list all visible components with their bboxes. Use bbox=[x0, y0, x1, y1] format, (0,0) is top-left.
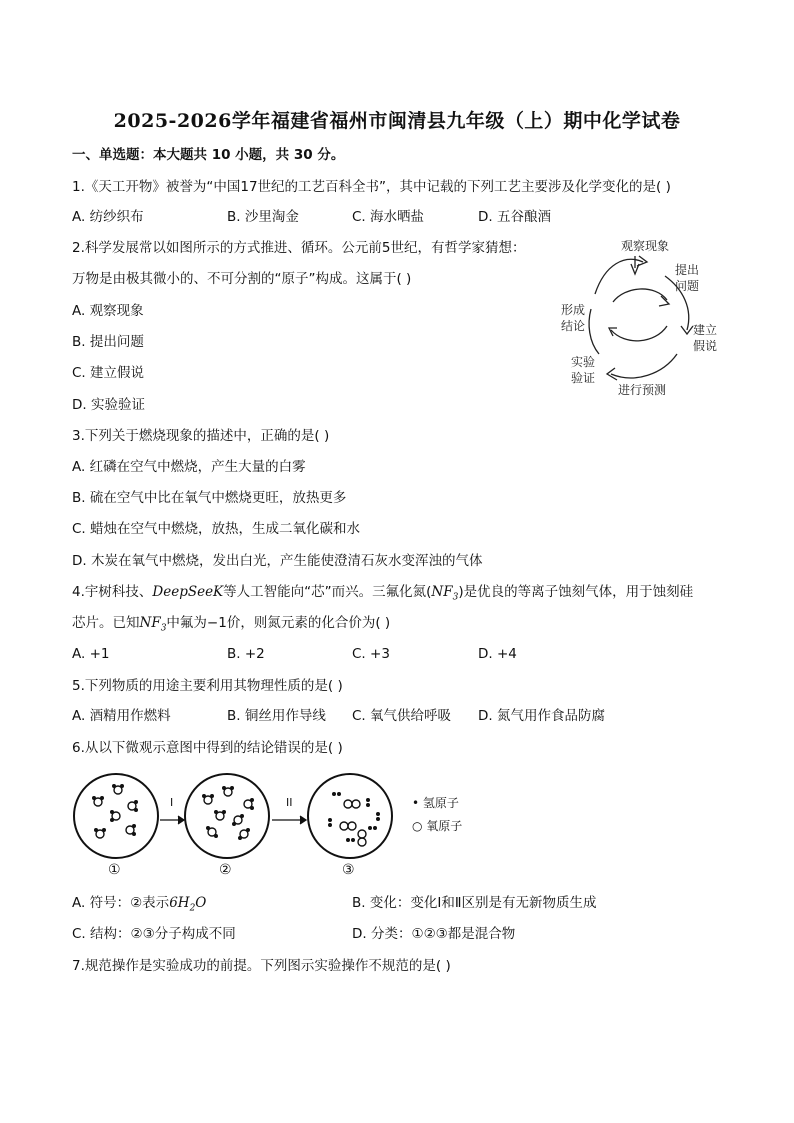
diagram-label-hypothesis-1: 建立 bbox=[693, 323, 718, 337]
diagram-label-question-1: 提出 bbox=[675, 263, 700, 277]
q6-option-a-text: A. 符号：②表示 bbox=[72, 895, 170, 911]
diagram-label-observe: 观察现象 bbox=[621, 239, 670, 253]
arrow-label-1: I bbox=[170, 796, 174, 809]
q1-option-a[interactable]: A. 纺纱织布 bbox=[72, 209, 144, 225]
q4-option-b[interactable]: B. +2 bbox=[227, 646, 265, 662]
q3-option-d[interactable]: D. 木炭在氧气中燃烧，发出白光，产生能使澄清石灰水变浑浊的气体 bbox=[72, 553, 483, 569]
q4-text-part: 4.宇树科技、 bbox=[72, 584, 153, 600]
q2-stem-line2: 万物是由极其微小的、不可分割的“原子”构成。这属于( ) bbox=[72, 271, 412, 287]
section-heading: 一、单选题：本大题共 10 小题，共 30 分。 bbox=[72, 147, 345, 163]
q3-option-a[interactable]: A. 红磷在空气中燃烧，产生大量的白雾 bbox=[72, 459, 306, 475]
q4-stem-line2 bbox=[72, 614, 390, 638]
q2-stem-line1: 2.科学发展常以如图所示的方式推进、循环。公元前5世纪，有哲学家猜想： bbox=[72, 240, 526, 256]
q2-option-d[interactable]: D. 实验验证 bbox=[72, 397, 145, 413]
q4-text-part: 中氟为−1价，则氮元素的化合价为( ) bbox=[166, 615, 391, 631]
q6-option-c[interactable]: C. 结构：②③分子构成不同 bbox=[72, 926, 236, 942]
q7-stem: 7.规范操作是实验成功的前提。下列图示实验操作不规范的是( ) bbox=[72, 958, 451, 974]
q3-stem: 3.下列关于燃烧现象的描述中，正确的是( ) bbox=[72, 428, 330, 444]
q1-option-b[interactable]: B. 沙里淘金 bbox=[227, 209, 299, 225]
science-cycle-diagram bbox=[555, 234, 725, 404]
q4-text-part: 等人工智能向“芯”而兴。三氟化氮( bbox=[223, 584, 432, 600]
q5-option-d[interactable]: D. 氮气用作食品防腐 bbox=[478, 708, 605, 724]
q4-nf3-formula: $NF_3$ bbox=[139, 615, 167, 634]
q1-option-c[interactable]: C. 海水晒盐 bbox=[352, 209, 425, 225]
diagram-label-experiment-1: 实验 bbox=[571, 355, 596, 369]
q6-stem: 6.从以下微观示意图中得到的结论错误的是( ) bbox=[72, 740, 343, 756]
q6-option-b[interactable]: B. 变化：变化Ⅰ和Ⅱ区别是有无新物质生成 bbox=[352, 895, 597, 911]
page-title: 2025-2026学年福建省福州市闽清县九年级（上）期中化学试卷 bbox=[113, 110, 681, 132]
q2-option-a[interactable]: A. 观察现象 bbox=[72, 303, 144, 319]
legend-hydrogen: • 氢原子 bbox=[412, 796, 459, 810]
diagram-label-predict: 进行预测 bbox=[618, 383, 667, 397]
q2-option-b[interactable]: B. 提出问题 bbox=[72, 334, 144, 350]
diagram-label-experiment-2: 验证 bbox=[571, 371, 596, 385]
q4-nf3-formula: $NF_3$ bbox=[431, 584, 459, 603]
q1-option-d[interactable]: D. 五谷酿酒 bbox=[478, 209, 551, 225]
q5-stem: 5.下列物质的用途主要利用其物理性质的是( ) bbox=[72, 678, 343, 694]
q4-option-a[interactable]: A. +1 bbox=[72, 646, 110, 662]
q4-text-part: )是优良的等离子蚀刻气体，用于蚀刻硅 bbox=[458, 584, 694, 600]
q4-deepseek-math: DeepSeeK bbox=[152, 584, 224, 600]
q3-option-c[interactable]: C. 蜡烛在空气中燃烧，放热，生成二氧化碳和水 bbox=[72, 521, 361, 537]
q4-option-d[interactable]: D. +4 bbox=[478, 646, 517, 662]
diagram-circle-3 bbox=[308, 774, 392, 858]
q4-stem-line1 bbox=[72, 583, 693, 607]
diagram-label-hypothesis-2: 假说 bbox=[693, 339, 718, 353]
q6-option-d[interactable]: D. 分类：①②③都是混合物 bbox=[352, 926, 516, 942]
diagram-label-question-2: 问题 bbox=[675, 279, 700, 293]
q4-text-part: 芯片。已知 bbox=[72, 615, 140, 631]
legend-oxygen: ○ 氧原子 bbox=[412, 819, 463, 833]
q3-option-b[interactable]: B. 硫在空气中比在氧气中燃烧更旺，放热更多 bbox=[72, 490, 347, 506]
q1-stem: 1.《天工开物》被誉为“中国17世纪的工艺百科全书”，其中记载的下列工艺主要涉及化学变化的是( ) bbox=[72, 179, 671, 195]
q6-water-formula: $6H_2O$ bbox=[169, 895, 207, 914]
diagram-circle-2 bbox=[185, 774, 269, 858]
circle-label-1: ① bbox=[108, 862, 121, 878]
circle-label-3: ③ bbox=[342, 862, 355, 878]
q2-option-c[interactable]: C. 建立假说 bbox=[72, 365, 145, 381]
q6-option-a[interactable] bbox=[72, 894, 206, 918]
diagram-label-conclusion-2: 结论 bbox=[561, 319, 586, 333]
arrow-label-2: II bbox=[286, 796, 293, 809]
circle-label-2: ② bbox=[219, 862, 232, 878]
q6-micro-diagram bbox=[72, 770, 492, 880]
q5-option-c[interactable]: C. 氧气供给呼吸 bbox=[352, 708, 452, 724]
q5-option-b[interactable]: B. 铜丝用作导线 bbox=[227, 708, 326, 724]
q4-option-c[interactable]: C. +3 bbox=[352, 646, 390, 662]
diagram-label-conclusion-1: 形成 bbox=[561, 303, 586, 317]
q5-option-a[interactable]: A. 酒精用作燃料 bbox=[72, 708, 171, 724]
